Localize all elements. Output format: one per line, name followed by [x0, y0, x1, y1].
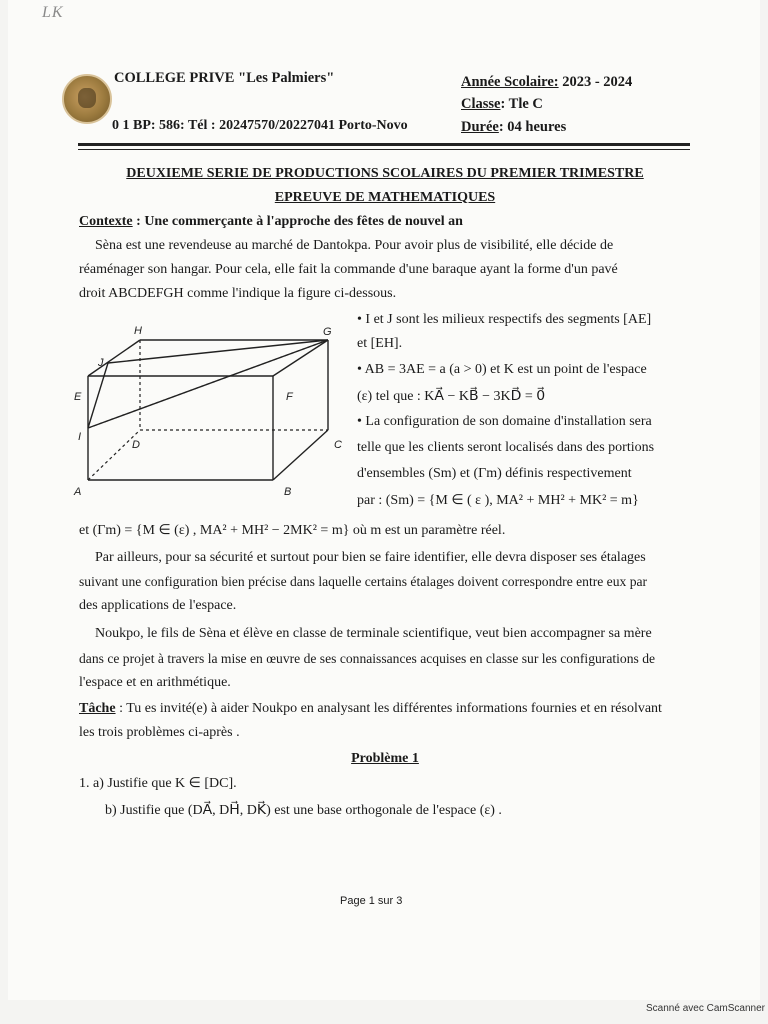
bullet-1-line-1: • I et J sont les milieux respectifs des segments [AE]	[357, 312, 652, 327]
label-B: B	[284, 486, 292, 498]
year-value: 2023 - 2024	[562, 74, 633, 90]
class-label: Classe	[461, 96, 501, 112]
class-value: : Tle C	[500, 96, 543, 112]
label-J: J	[98, 357, 104, 369]
context-line-1: Sèna est une revendeuse au marché de Dantokpa. Pour avoir plus de visibilité, elle décide de	[95, 238, 614, 253]
label-H: H	[134, 325, 142, 337]
bullet-2-line-2: (ε) tel que : KA⃗ − KB⃗ − 3KD⃗ = 0⃗	[357, 389, 546, 404]
task-line-1	[79, 701, 662, 717]
bullet-3-line-3: d'ensembles (Sm) et (Γm) définis respectivement	[357, 466, 632, 481]
question-1a: 1. a) Justifie que K ∈ [DC].	[79, 776, 237, 791]
camscanner-watermark: Scanné avec CamScanner	[646, 1003, 765, 1014]
task-line-2: les trois problèmes ci-après .	[79, 725, 240, 740]
task-text: : Tu es invité(e) à aider Noukpo en analysant les différentes informations fournies et en résolvant	[115, 701, 662, 716]
label-F: F	[286, 391, 293, 403]
label-G: G	[323, 326, 332, 338]
context-text: : Une commerçante à l'approche des fêtes de nouvel an	[132, 214, 463, 229]
duration-info	[461, 119, 566, 136]
duration-label: Durée	[461, 119, 499, 135]
year-label: Année Scolaire:	[461, 74, 559, 90]
exam-title: EPREUVE DE MATHEMATIQUES	[274, 190, 496, 205]
context-line-3: droit ABCDEFGH comme l'indique la figure ci-dessous.	[79, 286, 397, 301]
context-line-2: réaménager son hangar. Pour cela, elle fait la commande d'une baraque ayant la forme d'un pavé	[79, 262, 618, 277]
para-2-line-2: suivant une configuration bien précise dans laquelle certains étalages doivent correspondre entre eux par	[79, 574, 648, 589]
bullet-3-line-2: telle que les clients seront localisés dans des portions	[357, 440, 655, 455]
para-3-line-1: Noukpo, le fils de Sèna et élève en classe de terminale scientifique, veut bien accompagner sa mère	[95, 626, 652, 641]
problem-1-title: Problème 1	[351, 751, 419, 766]
label-A: A	[74, 486, 82, 498]
task-label: Tâche	[79, 701, 116, 716]
header-rule-thin	[78, 149, 690, 150]
question-1b: b) Justifie que (DA⃗, DH⃗, DK⃗) est une base orthogonale de l'espace (ε) .	[105, 803, 502, 818]
label-E: E	[74, 391, 82, 403]
label-I: I	[78, 431, 82, 443]
school-address: 0 1 BP: 586: Tél : 20247570/20227041 Porto-Novo	[112, 118, 408, 133]
header-rule-thick	[78, 143, 690, 146]
para-3-line-2: dans ce projet à travers la mise en œuvre de ses connaissances acquises en classe sur les configurations de	[79, 651, 656, 666]
bullet-2-line-1: • AB = 3AE = a (a > 0) et K est un point de l'espace	[357, 362, 647, 377]
context-label: Contexte	[79, 214, 133, 229]
class-info	[461, 96, 543, 113]
bullet-1-line-2: et [EH].	[357, 336, 403, 351]
handwritten-mark: LK	[42, 4, 64, 21]
para-2-line-1: Par ailleurs, pour sa sécurité et surtout pour bien se faire identifier, elle devra disposer ses étalages	[95, 550, 646, 565]
school-year	[461, 74, 632, 91]
school-name: COLLEGE PRIVE "Les Palmiers"	[114, 70, 335, 86]
bullet-3-line-1: • La configuration de son domaine d'installation sera	[357, 414, 652, 429]
para-3-line-3: l'espace et en arithmétique.	[79, 675, 231, 690]
series-title: DEUXIEME SERIE DE PRODUCTIONS SCOLAIRES DU PREMIER TRIMESTRE	[126, 166, 644, 181]
box-figure	[68, 318, 358, 503]
label-C: C	[334, 439, 342, 451]
page-number: Page 1 sur 3	[340, 895, 403, 907]
context-heading	[79, 214, 463, 230]
duration-value: : 04 heures	[498, 119, 567, 135]
para-2-line-3: des applications de l'espace.	[79, 598, 237, 613]
bullet-3-line-4: par : (Sm) = {M ∈ ( ε ), MA² + MH² + MK² = m}	[357, 493, 639, 508]
gamma-definition: et (Γm) = {M ∈ (ε) , MA² + MH² − 2MK² = m} où m est un paramètre réel.	[79, 523, 506, 538]
school-logo-icon	[62, 74, 112, 124]
label-D: D	[132, 439, 140, 451]
